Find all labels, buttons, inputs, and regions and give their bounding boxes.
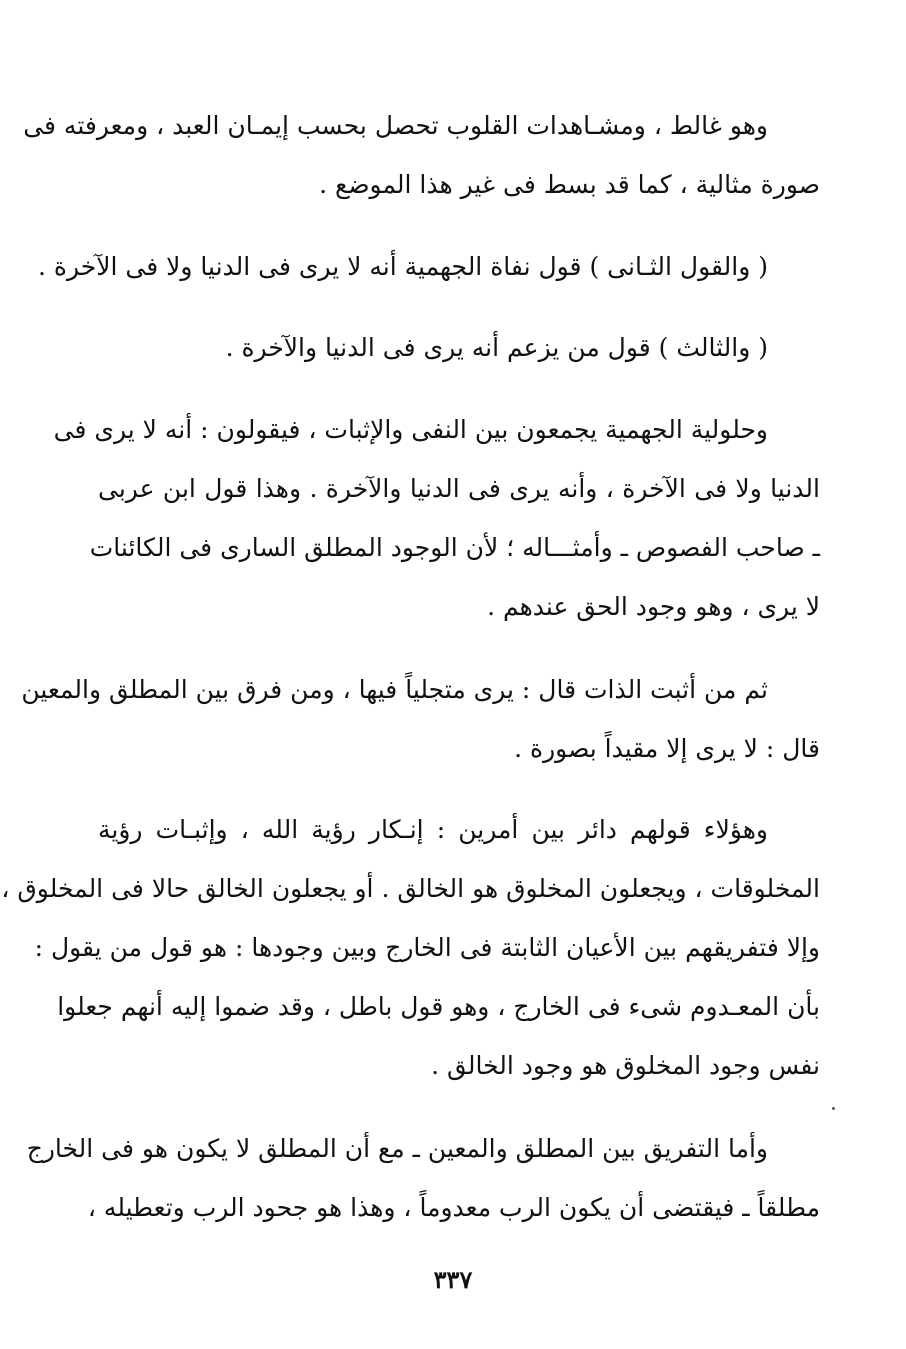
scan-speck: [832, 1107, 835, 1110]
text-line: ـ صاحب الفصوص ـ وأمثـــاله ؛ لأن الوجود المطلق السارى فى الكائنات: [89, 533, 820, 562]
text-line: وهؤلاء قولهم دائر بين أمرين : إنـكار رؤية الله ، وإثبـات رؤية: [98, 815, 768, 844]
page-number: ٣٣٧: [433, 1265, 473, 1294]
text-line: الدنيا ولا فى الآخرة ، وأنه يرى فى الدنيا والآخرة . وهذا قول ابن عربى: [98, 474, 820, 503]
text-line: وحلولية الجهمية يجمعون بين النفى والإثبات ، فيقولون : أنه لا يرى فى: [53, 415, 768, 444]
text-line: مطلقاً ـ فيقتضى أن يكون الرب معدوماً ، وهذا هو جحود الرب وتعطيله ،: [87, 1193, 820, 1222]
text-line: وأما التفريق بين المطلق والمعين ـ مع أن المطلق لا يكون هو فى الخارج: [26, 1134, 768, 1163]
text-line: ( والثالث ) قول من يزعم أنه يرى فى الدنيا والآخرة .: [225, 333, 768, 362]
text-line: وإلا فتفريقهم بين الأعيان الثابتة فى الخارج وبين وجودها : هو قول من يقول :: [34, 933, 820, 962]
text-line: صورة مثالية ، كما قد بسط فى غير هذا الموضع .: [319, 170, 820, 199]
text-line: ( والقول الثـانى ) قول نفاة الجهمية أنه لا يرى فى الدنيا ولا فى الآخرة .: [38, 252, 768, 281]
text-line: لا يرى ، وهو وجود الحق عندهم .: [487, 592, 820, 621]
text-line: ثم من أثبت الذات قال : يرى متجلياً فيها ، ومن فرق بين المطلق والمعين: [21, 675, 768, 704]
text-line: وهو غالط ، ومشـاهدات القلوب تحصل بحسب إيمـان العبد ، ومعرفته فى: [23, 111, 768, 140]
text-line: المخلوقات ، ويجعلون المخلوق هو الخالق . أو يجعلون الخالق حالا فى المخلوق ،: [1, 874, 820, 903]
text-line: قال : لا يرى إلا مقيداً بصورة .: [514, 734, 820, 763]
text-line: نفس وجود المخلوق هو وجود الخالق .: [431, 1051, 820, 1080]
text-line: بأن المعـدوم شىء فى الخارج ، وهو قول باطل ، وقد ضموا إليه أنهم جعلوا: [57, 992, 820, 1021]
